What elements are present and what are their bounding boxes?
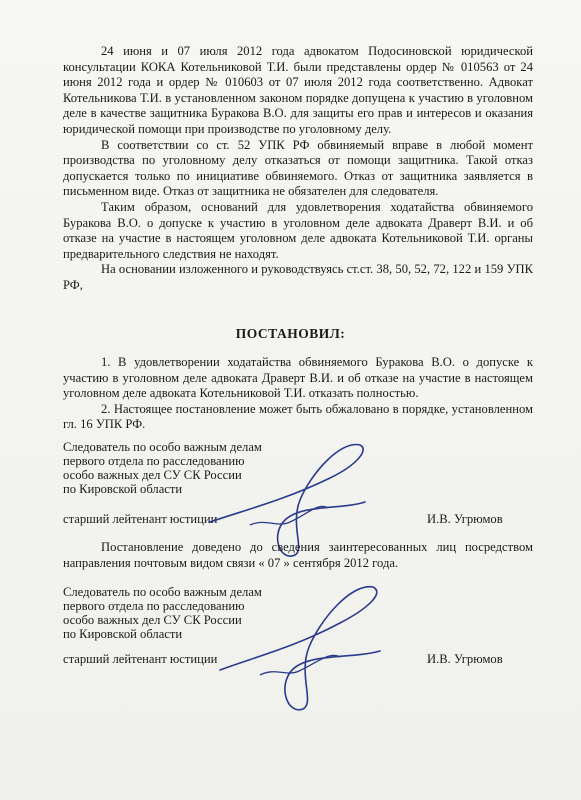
resolution-items <box>63 355 533 433</box>
resolution-item-1: 1. В удовлетворении ходатайства обвиняемого Буракова В.О. о допуске к участию в уголовном деле адвоката Драверт В.И. и об отказе на участие в настоящем уголовном деле адвоката Котельниковой Т.И. отказать полностью. <box>63 355 533 401</box>
position-line: первого отдела по расследованию <box>63 599 245 613</box>
resolution-title: ПОСТАНОВИЛ: <box>235 326 346 341</box>
position-line: Следователь по особо важным делам <box>63 585 262 599</box>
paragraph-orders: 24 июня и 07 июля 2012 года адвокатом Подосиновской юридической консультации КОКА Котельниковой Т.И. были представлены ордер № 010563 от 24 июня 2012 года и ордер № 010603 от 07 июля 2012 года соответственно. Адвокат Котельникова Т.И. в установленном законом порядке допущена к участию в уголовном деле в качестве защитника Буракова В.О. для защиты его прав и интересов и оказания юридической помощи при производстве по уголовному делу. <box>63 44 533 136</box>
position-line: особо важных дел СУ СК России <box>63 613 242 627</box>
signatory-rank-1: старший лейтенант юстиции <box>63 512 218 526</box>
resolution-item-2: 2. Настоящее постановление может быть обжаловано в порядке, установленном гл. 16 УПК РФ. <box>63 401 533 432</box>
position-line: особо важных дел СУ СК России <box>63 468 242 482</box>
position-line: Следователь по особо важным делам <box>63 440 262 454</box>
paragraph-legal-basis: На основании изложенного и руководствуясь ст.ст. 38, 50, 52, 72, 122 и 159 УПК РФ, <box>63 262 533 292</box>
signatory-rank-2: старший лейтенант юстиции <box>63 652 218 666</box>
position-line: по Кировской области <box>63 482 183 496</box>
signatory-name-2: И.В. Угрюмов <box>427 652 503 666</box>
body-text <box>63 44 533 294</box>
position-line: первого отдела по расследованию <box>63 454 245 468</box>
position-line: по Кировской области <box>63 627 183 641</box>
signatory-name-1: И.В. Угрюмов <box>427 512 503 526</box>
paragraph-article-52: В соответствии со ст. 52 УПК РФ обвиняемый вправе в любой момент производства по уголовному делу отказаться от помощи защитника. Такой отказ допускается только по инициативе обвиняемого. Отказ от защитника заявляется в письменном виде. Отказ от защитника не обязателен для следователя. <box>63 137 533 199</box>
paragraph-conclusion: Таким образом, оснований для удовлетворения ходатайства обвиняемого Буракова В.О. о допуске к участию в уголовном деле адвоката Драверт В.И. и об отказе на участие в настоящем уголовном деле адвоката Котельниковой Т.И. органы предварительного следствия не находят. <box>63 199 533 261</box>
notice-text <box>63 540 533 571</box>
notice-paragraph: Постановление доведено до сведения заинтересованных лиц посредством направления почтовым видом связи « 07 » сентября 2012 года. <box>63 540 533 570</box>
handwritten-signature-2 <box>195 575 405 725</box>
